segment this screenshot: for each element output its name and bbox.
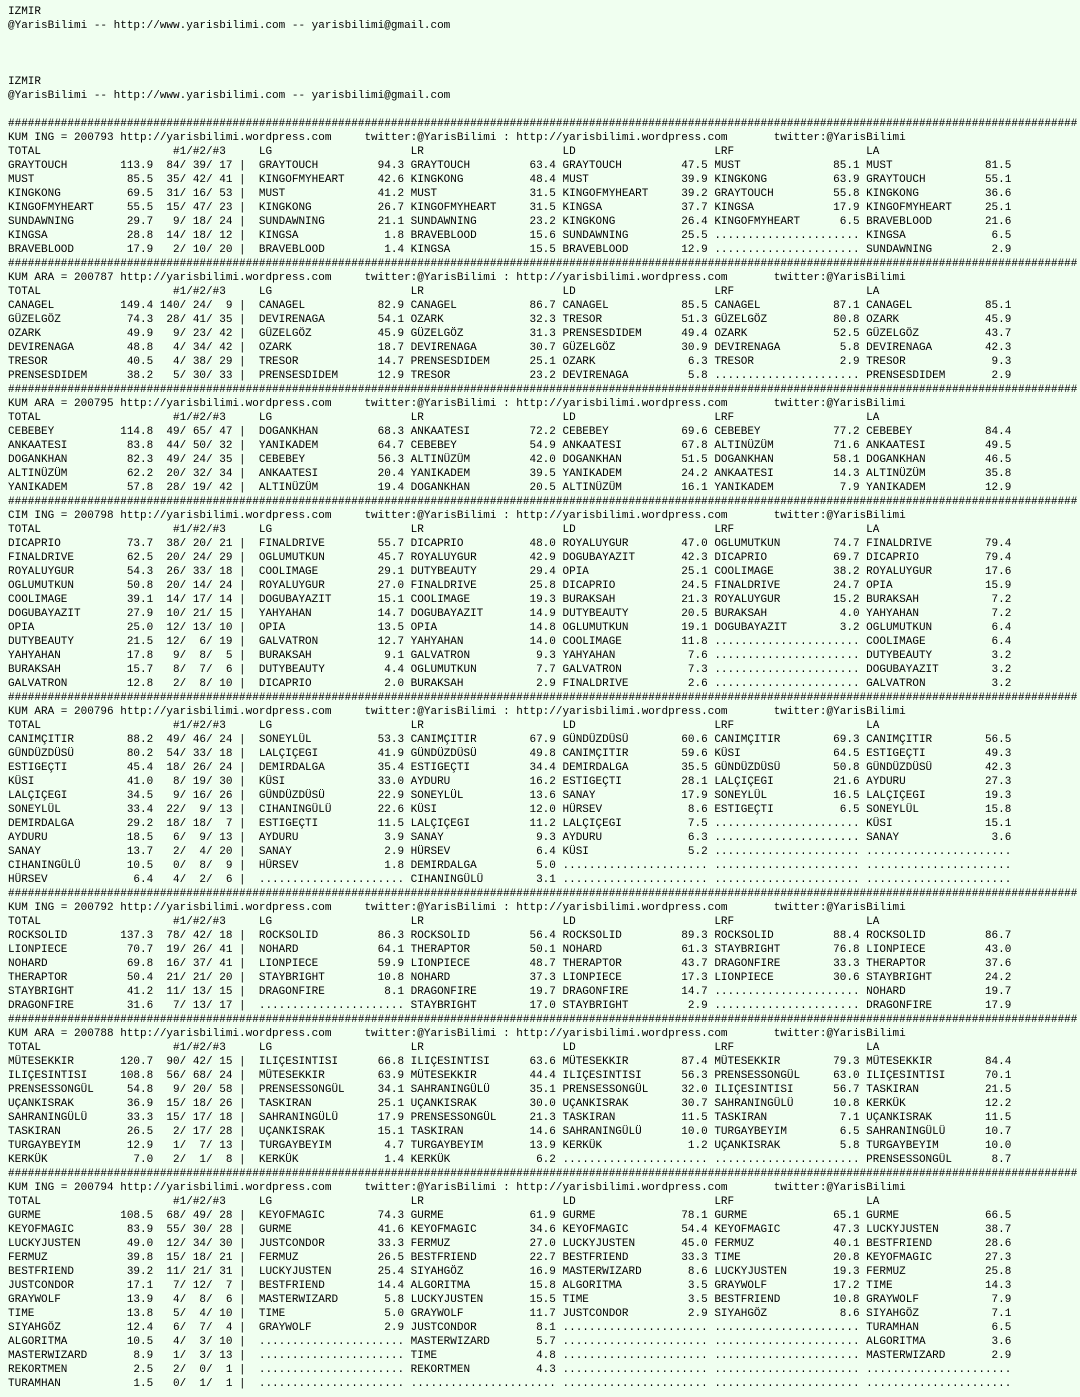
blank-line — [8, 33, 1077, 47]
column-header-row: TOTAL #1/#2/#3 LG LR LD LRF LA — [8, 412, 880, 424]
horse-row: DOGUBAYAZIT 27.9 10/ 21/ 15 | YAHYAHAN 14.7 DOGUBAYAZIT 14.9 DUTYBEAUTY 20.5 BURAKSAH 4.0 YAHYAHAN 7.2 — [8, 608, 1012, 620]
horse-row: DEMIRDALGA 29.2 18/ 18/ 7 | ESTIGEÇTI 11.5 LALÇIÇEGI 11.2 LALÇIÇEGI 7.5 ...................... KÜSI 15.1 — [8, 818, 1012, 830]
horse-row: DICAPRIO 73.7 38/ 20/ 21 | FINALDRIVE 55.7 DICAPRIO 48.0 ROYALUYGUR 47.0 OGLUMUTKUN 74.7 FINALDRIVE 79.4 — [8, 538, 1012, 550]
section-divider: ################################################################################################################################################################## — [8, 118, 1078, 130]
horse-row: SAHRANINGÜLÜ 33.3 15/ 17/ 18 | SAHRANINGÜLÜ 17.9 PRENSESSONGÜL 21.3 TASKIRAN 11.5 TASKIRAN 7.1 UÇANKISRAK 11.5 — [8, 1112, 1012, 1124]
horse-row: DUTYBEAUTY 21.5 12/ 6/ 19 | GALVATRON 12.7 YAHYAHAN 14.0 COOLIMAGE 11.8 ...................... COOLIMAGE 6.4 — [8, 636, 1012, 648]
horse-row: SIYAHGÖZ 12.4 6/ 7/ 4 | GRAYWOLF 2.9 JUSTCONDOR 8.1 ...................... ...................... TURAMHAN 6.5 — [8, 1322, 1012, 1334]
horse-row: MASTERWIZARD 8.9 1/ 3/ 13 | ...................... TIME 4.8 ...................... ...................... MASTERWIZARD 2.9 — [8, 1350, 1012, 1362]
horse-row: TIME 13.8 5/ 4/ 10 | TIME 5.0 GRAYWOLF 11.7 JUSTCONDOR 2.9 SIYAHGÖZ 8.6 SIYAHGÖZ 7.1 — [8, 1308, 1012, 1320]
horse-row: OGLUMUTKUN 50.8 20/ 14/ 24 | ROYALUYGUR 27.0 FINALDRIVE 25.8 DICAPRIO 24.5 FINALDRIVE 24.7 OPIA 15.9 — [8, 580, 1012, 592]
horse-row: JUSTCONDOR 17.1 7/ 12/ 7 | BESTFRIEND 14.4 ALGORITMA 15.8 ALGORITMA 3.5 GRAYWOLF 17.2 TIME 14.3 — [8, 1280, 1012, 1292]
horse-row: BRAVEBLOOD 17.9 2/ 10/ 20 | BRAVEBLOOD 1.4 KINGSA 15.5 BRAVEBLOOD 12.9 ...................... SUNDAWNING 2.9 — [8, 244, 1012, 256]
section-divider: ################################################################################################################################################################## — [8, 888, 1078, 900]
horse-row: DEVIRENAGA 48.8 4/ 34/ 42 | OZARK 18.7 DEVIRENAGA 30.7 GÜZELGÖZ 30.9 DEVIRENAGA 5.8 DEVIRENAGA 42.3 — [8, 342, 1012, 354]
blank-line — [8, 61, 1077, 75]
horse-row: OZARK 49.9 9/ 23/ 42 | GÜZELGÖZ 45.9 GÜZELGÖZ 31.3 PRENSESDIDEM 49.4 OZARK 52.5 GÜZELGÖZ 43.7 — [8, 328, 1012, 340]
horse-row: OPIA 25.0 12/ 13/ 10 | OPIA 13.5 OPIA 14.8 OGLUMUTKUN 19.1 DOGUBAYAZIT 3.2 OGLUMUTKUN 6.4 — [8, 622, 1012, 634]
horse-row: GALVATRON 12.8 2/ 8/ 10 | DICAPRIO 2.0 BURAKSAH 2.9 FINALDRIVE 2.6 ...................... GALVATRON 3.2 — [8, 678, 1012, 690]
horse-row: ROCKSOLID 137.3 78/ 42/ 18 | ROCKSOLID 86.3 ROCKSOLID 56.4 ROCKSOLID 89.3 ROCKSOLID 88.4 ROCKSOLID 86.7 — [8, 930, 1012, 942]
horse-row: PRENSESSONGÜL 54.8 9/ 20/ 58 | PRENSESSONGÜL 34.1 SAHRANINGÜLÜ 35.1 PRENSESSONGÜL 32.0 ILIÇESINTISI 56.7 TASKIRAN 21.5 — [8, 1084, 1012, 1096]
section-divider: ################################################################################################################################################################## — [8, 258, 1078, 270]
horse-row: SANAY 13.7 2/ 4/ 20 | SANAY 2.9 HÜRSEV 6.4 KÜSI 5.2 ...................... ...................... — [8, 846, 1012, 858]
section-divider: ################################################################################################################################################################## — [8, 496, 1078, 508]
race-header: KUM ARA = 200795 http://yarisbilimi.wordpress.com twitter:@YarisBilimi : http://yarisbilimi.wordpress.com twitter:@YarisBilimi — [8, 398, 906, 410]
horse-row: GÜZELGÖZ 74.3 28/ 41/ 35 | DEVIRENAGA 54.1 OZARK 32.3 TRESOR 51.3 GÜZELGÖZ 80.8 OZARK 45.9 — [8, 314, 1012, 326]
horse-row: DRAGONFIRE 31.6 7/ 13/ 17 | ...................... STAYBRIGHT 17.0 STAYBRIGHT 2.9 ...................... DRAGONFIRE 17.9 — [8, 1000, 1012, 1012]
horse-row: KERKÜK 7.0 2/ 1/ 8 | KERKÜK 1.4 KERKÜK 6.2 ...................... ...................... PRENSESSONGÜL 8.7 — [8, 1154, 1012, 1166]
horse-row: KINGSA 28.8 14/ 18/ 12 | KINGSA 1.8 BRAVEBLOOD 15.6 SUNDAWNING 25.5 ...................... KINGSA 6.5 — [8, 230, 1012, 242]
horse-row: ANKAATESI 83.8 44/ 50/ 32 | YANIKADEM 64.7 CEBEBEY 54.9 ANKAATESI 67.8 ALTINÜZÜM 71.6 ANKAATESI 49.5 — [8, 440, 1012, 452]
column-header-row: TOTAL #1/#2/#3 LG LR LD LRF LA — [8, 916, 880, 928]
horse-row: CEBEBEY 114.8 49/ 65/ 47 | DOGANKHAN 68.3 ANKAATESI 72.2 CEBEBEY 69.6 CEBEBEY 77.2 CEBEBEY 84.4 — [8, 426, 1012, 438]
section-divider: ################################################################################################################################################################## — [8, 1014, 1078, 1026]
horse-row: CANAGEL 149.4 140/ 24/ 9 | CANAGEL 82.9 CANAGEL 86.7 CANAGEL 85.5 CANAGEL 87.1 CANAGEL 85.1 — [8, 300, 1012, 312]
horse-row: GÜNDÜZDÜSÜ 80.2 54/ 33/ 18 | LALÇIÇEGI 41.9 GÜNDÜZDÜSÜ 49.8 CANIMÇITIR 59.6 KÜSI 64.5 ESTIGEÇTI 49.3 — [8, 748, 1012, 760]
race-header: KUM ING = 200792 http://yarisbilimi.wordpress.com twitter:@YarisBilimi : http://yarisbilimi.wordpress.com twitter:@YarisBilimi — [8, 902, 906, 914]
race-header: KUM ARA = 200787 http://yarisbilimi.wordpress.com twitter:@YarisBilimi : http://yarisbilimi.wordpress.com twitter:@YarisBilimi — [8, 272, 906, 284]
horse-row: TURGAYBEYIM 12.9 1/ 7/ 13 | TURGAYBEYIM 4.7 TURGAYBEYIM 13.9 KERKÜK 1.2 UÇANKISRAK 5.8 TURGAYBEYIM 10.0 — [8, 1140, 1012, 1152]
horse-row: ILIÇESINTISI 108.8 56/ 68/ 24 | MÜTESEKKIR 63.9 MÜTESEKKIR 44.4 ILIÇESINTISI 56.3 PRENSESSONGÜL 63.0 ILIÇESINTISI 70.1 — [8, 1070, 1012, 1082]
section-divider: ################################################################################################################################################################## — [8, 692, 1078, 704]
horse-row: FERMUZ 39.8 15/ 18/ 21 | FERMUZ 26.5 BESTFRIEND 22.7 BESTFRIEND 33.3 TIME 20.8 KEYOFMAGIC 27.3 — [8, 1252, 1012, 1264]
race-header: KUM ARA = 200788 http://yarisbilimi.wordpress.com twitter:@YarisBilimi : http://yarisbilimi.wordpress.com twitter:@YarisBilimi — [8, 1028, 906, 1040]
blank-line — [8, 47, 1077, 61]
race-header: KUM ING = 200793 http://yarisbilimi.wordpress.com twitter:@YarisBilimi : http://yarisbilimi.wordpress.com twitter:@YarisBilimi — [8, 132, 906, 144]
section-divider: ################################################################################################################################################################## — [8, 384, 1078, 396]
horse-row: TASKIRAN 26.5 2/ 17/ 28 | UÇANKISRAK 15.1 TASKIRAN 14.6 SAHRANINGÜLÜ 10.0 TURGAYBEYIM 6.5 SAHRANINGÜLÜ 10.7 — [8, 1126, 1012, 1138]
race-header: CIM ING = 200798 http://yarisbilimi.wordpress.com twitter:@YarisBilimi : http://yarisbilimi.wordpress.com twitter:@YarisBilimi — [8, 510, 906, 522]
horse-row: YANIKADEM 57.8 28/ 19/ 42 | ALTINÜZÜM 19.4 DOGANKHAN 20.5 ALTINÜZÜM 16.1 YANIKADEM 7.9 YANIKADEM 12.9 — [8, 482, 1012, 494]
column-header-row: TOTAL #1/#2/#3 LG LR LD LRF LA — [8, 720, 880, 732]
horse-row: FINALDRIVE 62.5 20/ 24/ 29 | OGLUMUTKUN 45.7 ROYALUYGUR 42.9 DOGUBAYAZIT 42.3 DICAPRIO 69.7 DICAPRIO 79.4 — [8, 552, 1012, 564]
text-line: @YarisBilimi -- http://www.yarisbilimi.com -- yarisbilimi@gmail.com — [8, 20, 451, 32]
horse-row: PRENSESDIDEM 38.2 5/ 30/ 33 | PRENSESDIDEM 12.9 TRESOR 23.2 DEVIRENAGA 5.8 ...................... PRENSESDIDEM 2.9 — [8, 370, 1012, 382]
horse-row: ALGORITMA 10.5 4/ 3/ 10 | ...................... MASTERWIZARD 5.7 ...................... ...................... ALGORITMA 3.6 — [8, 1336, 1012, 1348]
race-header: KUM ARA = 200796 http://yarisbilimi.wordpress.com twitter:@YarisBilimi : http://yarisbilimi.wordpress.com twitter:@YarisBilimi — [8, 706, 906, 718]
horse-row: AYDURU 18.5 6/ 9/ 13 | AYDURU 3.9 SANAY 9.3 AYDURU 6.3 ...................... SANAY 3.6 — [8, 832, 1012, 844]
race-header: KUM ING = 200794 http://yarisbilimi.wordpress.com twitter:@YarisBilimi : http://yarisbilimi.wordpress.com twitter:@YarisBilimi — [8, 1182, 906, 1194]
horse-row: KINGKONG 69.5 31/ 16/ 53 | MUST 41.2 MUST 31.5 KINGOFMYHEART 39.2 GRAYTOUCH 55.8 KINGKONG 36.6 — [8, 188, 1012, 200]
horse-row: UÇANKISRAK 36.9 15/ 18/ 26 | TASKIRAN 25.1 UÇANKISRAK 30.0 UÇANKISRAK 30.7 SAHRANINGÜLÜ 10.8 KERKÜK 12.2 — [8, 1098, 1012, 1110]
horse-row: SUNDAWNING 29.7 9/ 18/ 24 | SUNDAWNING 21.1 SUNDAWNING 23.2 KINGKONG 26.4 KINGOFMYHEART 6.5 BRAVEBLOOD 21.6 — [8, 216, 1012, 228]
horse-row: ALTINÜZÜM 62.2 20/ 32/ 34 | ANKAATESI 20.4 YANIKADEM 39.5 YANIKADEM 24.2 ANKAATESI 14.3 ALTINÜZÜM 35.8 — [8, 468, 1012, 480]
column-header-row: TOTAL #1/#2/#3 LG LR LD LRF LA — [8, 286, 880, 298]
horse-row: YAHYAHAN 17.8 9/ 8/ 5 | BURAKSAH 9.1 GALVATRON 9.3 YAHYAHAN 7.6 ...................... DUTYBEAUTY 3.2 — [8, 650, 1012, 662]
horse-row: CIHANINGÜLÜ 10.5 0/ 8/ 9 | HÜRSEV 1.8 DEMIRDALGA 5.0 ...................... ...................... ...................... — [8, 860, 1012, 872]
horse-row: LALÇIÇEGI 34.5 9/ 16/ 26 | GÜNDÜZDÜSÜ 22.9 SONEYLÜL 13.6 SANAY 17.9 SONEYLÜL 16.5 LALÇIÇEGI 19.3 — [8, 790, 1012, 802]
horse-row: CANIMÇITIR 88.2 49/ 46/ 24 | SONEYLÜL 53.3 CANIMÇITIR 67.9 GÜNDÜZDÜSÜ 60.6 CANIMÇITIR 69.3 CANIMÇITIR 56.5 — [8, 734, 1012, 746]
horse-row: LUCKYJUSTEN 49.0 12/ 34/ 30 | JUSTCONDOR 33.3 FERMUZ 27.0 LUCKYJUSTEN 45.0 FERMUZ 40.1 BESTFRIEND 28.6 — [8, 1238, 1012, 1250]
horse-row: STAYBRIGHT 41.2 11/ 13/ 15 | DRAGONFIRE 8.1 DRAGONFIRE 19.7 DRAGONFIRE 14.7 ...................... NOHARD 19.7 — [8, 986, 1012, 998]
column-header-row: TOTAL #1/#2/#3 LG LR LD LRF LA — [8, 146, 880, 158]
text-line: IZMIR — [8, 76, 42, 88]
race-report-document — [8, 5, 1077, 1391]
horse-row: LIONPIECE 70.7 19/ 26/ 41 | NOHARD 64.1 THERAPTOR 50.1 NOHARD 61.3 STAYBRIGHT 76.8 LIONPIECE 43.0 — [8, 944, 1012, 956]
column-header-row: TOTAL #1/#2/#3 LG LR LD LRF LA — [8, 1042, 880, 1054]
horse-row: SONEYLÜL 33.4 22/ 9/ 13 | CIHANINGÜLÜ 22.6 KÜSI 12.0 HÜRSEV 8.6 ESTIGEÇTI 6.5 SONEYLÜL 15.8 — [8, 804, 1012, 816]
horse-row: KEYOFMAGIC 83.9 55/ 30/ 28 | GURME 41.6 KEYOFMAGIC 34.6 KEYOFMAGIC 54.4 KEYOFMAGIC 47.3 LUCKYJUSTEN 38.7 — [8, 1224, 1012, 1236]
horse-row: COOLIMAGE 39.1 14/ 17/ 14 | DOGUBAYAZIT 15.1 COOLIMAGE 19.3 BURAKSAH 21.3 ROYALUYGUR 15.2 BURAKSAH 7.2 — [8, 594, 1012, 606]
horse-row: TURAMHAN 1.5 0/ 1/ 1 | ...................... ...................... ...................... ...................... ...................... — [8, 1378, 1012, 1390]
horse-row: NOHARD 69.8 16/ 37/ 41 | LIONPIECE 59.9 LIONPIECE 48.7 THERAPTOR 43.7 DRAGONFIRE 33.3 THERAPTOR 37.6 — [8, 958, 1012, 970]
horse-row: REKORTMEN 2.5 2/ 0/ 1 | ...................... REKORTMEN 4.3 ...................... ...................... ...................... — [8, 1364, 1012, 1376]
horse-row: GURME 108.5 68/ 49/ 28 | KEYOFMAGIC 74.3 GURME 61.9 GURME 78.1 GURME 65.1 GURME 66.5 — [8, 1210, 1012, 1222]
horse-row: GRAYWOLF 13.9 4/ 8/ 6 | MASTERWIZARD 5.8 LUCKYJUSTEN 15.5 TIME 3.5 BESTFRIEND 10.8 GRAYWOLF 7.9 — [8, 1294, 1012, 1306]
horse-row: KINGOFMYHEART 55.5 15/ 47/ 23 | KINGKONG 26.7 KINGOFMYHEART 31.5 KINGSA 37.7 KINGSA 17.9 KINGOFMYHEART 25.1 — [8, 202, 1012, 214]
horse-row: BURAKSAH 15.7 8/ 7/ 6 | DUTYBEAUTY 4.4 OGLUMUTKUN 7.7 GALVATRON 7.3 ...................... DOGUBAYAZIT 3.2 — [8, 664, 1012, 676]
horse-row: HÜRSEV 6.4 4/ 2/ 6 | ...................... CIHANINGÜLÜ 3.1 ...................... ...................... ...................... — [8, 874, 1012, 886]
horse-row: KÜSI 41.0 8/ 19/ 30 | KÜSI 33.0 AYDURU 16.2 ESTIGEÇTI 28.1 LALÇIÇEGI 21.6 AYDURU 27.3 — [8, 776, 1012, 788]
section-divider: ################################################################################################################################################################## — [8, 1168, 1078, 1180]
horse-row: MUST 85.5 35/ 42/ 41 | KINGOFMYHEART 42.6 KINGKONG 48.4 MUST 39.9 KINGKONG 63.9 GRAYTOUCH 55.1 — [8, 174, 1012, 186]
horse-row: ROYALUYGUR 54.3 26/ 33/ 18 | COOLIMAGE 29.1 DUTYBEAUTY 29.4 OPIA 25.1 COOLIMAGE 38.2 ROYALUYGUR 17.6 — [8, 566, 1012, 578]
horse-row: THERAPTOR 50.4 21/ 21/ 20 | STAYBRIGHT 10.8 NOHARD 37.3 LIONPIECE 17.3 LIONPIECE 30.6 STAYBRIGHT 24.2 — [8, 972, 1012, 984]
horse-row: DOGANKHAN 82.3 49/ 24/ 35 | CEBEBEY 56.3 ALTINÜZÜM 42.0 DOGANKHAN 51.5 DOGANKHAN 58.1 DOGANKHAN 46.5 — [8, 454, 1012, 466]
text-line: @YarisBilimi -- http://www.yarisbilimi.com -- yarisbilimi@gmail.com — [8, 90, 451, 102]
text-line: IZMIR — [8, 6, 42, 18]
column-header-row: TOTAL #1/#2/#3 LG LR LD LRF LA — [8, 1196, 880, 1208]
horse-row: ESTIGEÇTI 45.4 18/ 26/ 24 | DEMIRDALGA 35.4 ESTIGEÇTI 34.4 DEMIRDALGA 35.5 GÜNDÜZDÜSÜ 50.8 GÜNDÜZDÜSÜ 42.3 — [8, 762, 1012, 774]
horse-row: BESTFRIEND 39.2 11/ 21/ 31 | LUCKYJUSTEN 25.4 SIYAHGÖZ 16.9 MASTERWIZARD 8.6 LUCKYJUSTEN 19.3 FERMUZ 25.8 — [8, 1266, 1012, 1278]
horse-row: MÜTESEKKIR 120.7 90/ 42/ 15 | ILIÇESINTISI 66.8 ILIÇESINTISI 63.6 MÜTESEKKIR 87.4 MÜTESEKKIR 79.3 MÜTESEKKIR 84.4 — [8, 1056, 1012, 1068]
horse-row: GRAYTOUCH 113.9 84/ 39/ 17 | GRAYTOUCH 94.3 GRAYTOUCH 63.4 GRAYTOUCH 47.5 MUST 85.1 MUST 81.5 — [8, 160, 1012, 172]
blank-line — [8, 103, 1077, 117]
column-header-row: TOTAL #1/#2/#3 LG LR LD LRF LA — [8, 524, 880, 536]
horse-row: TRESOR 40.5 4/ 38/ 29 | TRESOR 14.7 PRENSESDIDEM 25.1 OZARK 6.3 TRESOR 2.9 TRESOR 9.3 — [8, 356, 1012, 368]
